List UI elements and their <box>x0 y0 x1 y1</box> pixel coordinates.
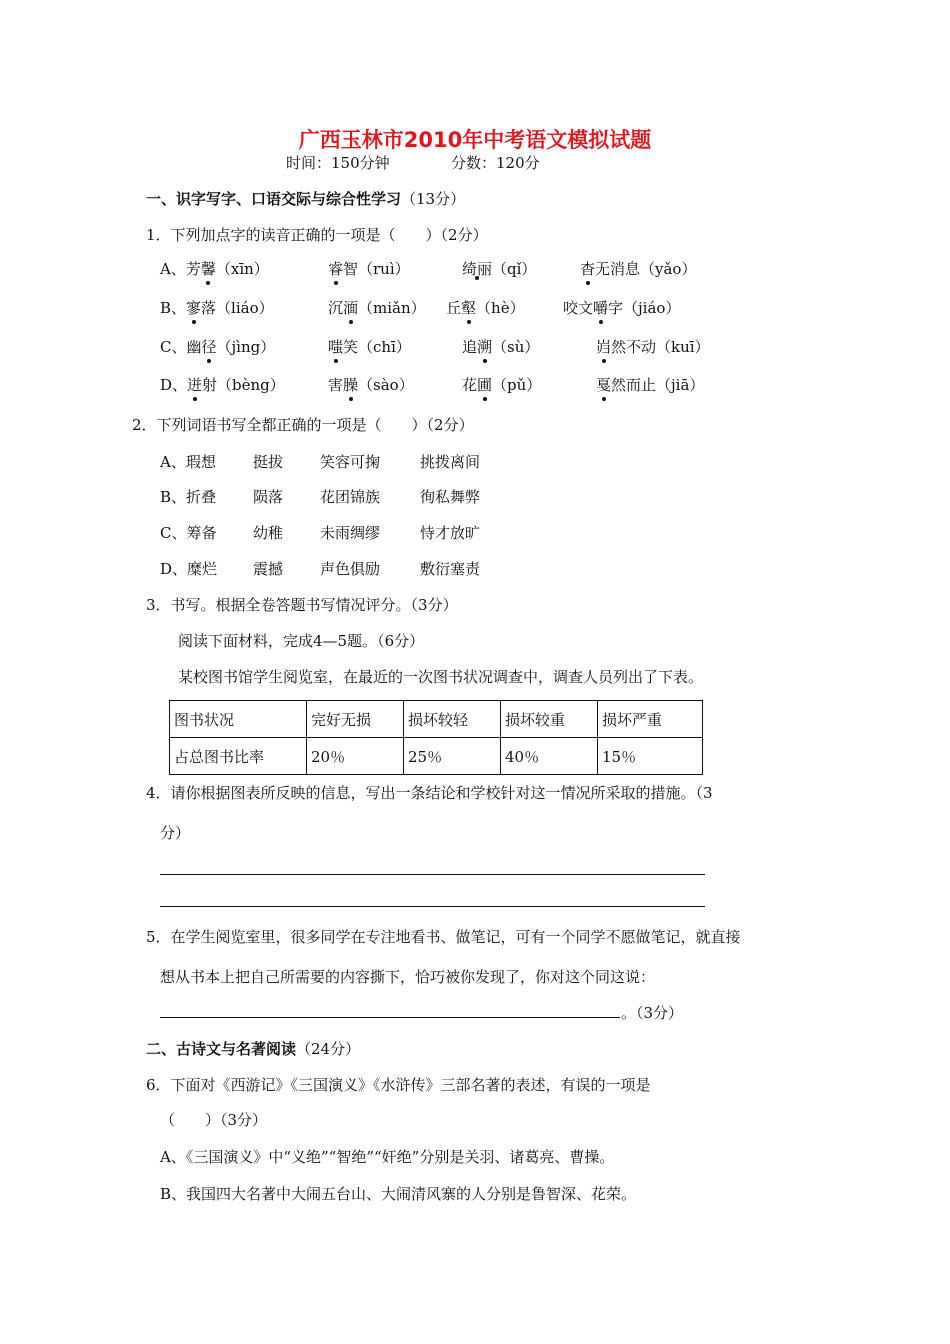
dotted-char: 圃 <box>477 376 493 394</box>
question-2-stem: 2．下列词语书写全都正确的一项是（ ）（2分） <box>132 416 474 434</box>
dotted-char: 径 <box>201 338 217 356</box>
answer-line[interactable] <box>160 906 705 907</box>
q2-option-b-4: 徇私舞弊 <box>420 488 481 506</box>
exam-time: 时间：150分钟 <box>286 154 390 172</box>
question-4-line-2: 分） <box>160 824 191 842</box>
dotted-char: 湎 <box>343 299 359 317</box>
section-1-heading <box>146 188 465 209</box>
q1-option-b-1: B、寥落（liáo） <box>160 299 274 317</box>
exam-score: 分数：120分 <box>451 154 540 172</box>
q1-option-d-3: 花圃（pǔ） <box>462 376 542 394</box>
dotted-char: 嗤 <box>328 338 344 356</box>
dotted-char: 臊 <box>343 376 359 394</box>
q1-option-c-4: 岿然不动（kuī） <box>596 338 710 356</box>
question-1-stem: 1．下列加点字的读音正确的一项是（ ）（2分） <box>146 226 488 244</box>
table-cell: 占总图书比率 <box>170 738 307 775</box>
answer-line[interactable] <box>160 874 705 875</box>
table-cell: 25％ <box>404 738 501 775</box>
table-header-row <box>170 701 703 738</box>
dotted-char: 杳 <box>580 260 596 278</box>
q2-option-c-4: 恃才放旷 <box>420 524 481 542</box>
dotted-char: 寥 <box>186 299 202 317</box>
q2-option-a-2: 挺拔 <box>253 453 284 471</box>
q2-option-d-3: 声色俱励 <box>320 560 381 578</box>
book-status-table <box>169 700 703 775</box>
section-2-heading <box>146 1038 360 1059</box>
material-paragraph: 某校图书馆学生阅览室，在最近的一次图书状况调查中，调查人员列出了下表。 <box>178 668 704 686</box>
question-5-line-1: 5．在学生阅览室里，很多同学在专注地看书、做笔记，可有一个同学不愿做笔记，就直接 <box>146 928 741 946</box>
answer-line[interactable] <box>160 1017 620 1018</box>
question-5-tail: 。（3分） <box>621 1004 684 1022</box>
question-6-line-2: （ ）（3分） <box>160 1111 268 1129</box>
q1-option-a-4: 杳无消息（yǎo） <box>580 260 697 278</box>
q2-option-a-1: A、瑕想 <box>160 453 216 471</box>
section-2-points: （24分） <box>296 1040 361 1058</box>
dotted-char: 岿 <box>596 338 612 356</box>
table-header-cell: 损坏严重 <box>598 701 703 738</box>
q2-option-b-2: 陨落 <box>253 488 284 506</box>
q1-option-b-2: 沉湎（miǎn） <box>328 299 426 317</box>
dotted-char: 溯 <box>477 338 493 356</box>
table-header-cell: 图书状况 <box>170 701 307 738</box>
q2-option-a-3: 笑容可掬 <box>320 453 381 471</box>
table-row <box>170 738 703 775</box>
q1-option-c-2: 嗤笑（chī） <box>328 338 411 356</box>
q1-option-d-4: 戛然而止（jiā） <box>596 376 705 394</box>
q2-option-d-1: D、糜烂 <box>160 560 218 578</box>
table-cell: 15％ <box>598 738 703 775</box>
section-1-points: （13分） <box>401 190 466 208</box>
q1-option-a-1: A、芳馨（xīn） <box>160 260 269 278</box>
q2-option-b-3: 花团锦族 <box>320 488 381 506</box>
question-4-line-1: 4．请你根据图表所反映的信息，写出一条结论和学校针对这一情况所采取的措施。（3 <box>146 784 713 802</box>
q1-option-d-2: 害臊（sào） <box>328 376 414 394</box>
q2-option-a-4: 挑拨离间 <box>420 453 481 471</box>
table-cell: 20％ <box>307 738 404 775</box>
table-header-cell: 损坏较轻 <box>404 701 501 738</box>
table-header-cell: 完好无损 <box>307 701 404 738</box>
q2-option-c-2: 幼稚 <box>253 524 284 542</box>
q1-option-a-2: 睿智（ruì） <box>328 260 410 278</box>
question-3: 3．书写。根据全卷答题书写情况评分。（3分） <box>146 596 458 614</box>
q2-option-d-4: 敷衍塞责 <box>420 560 481 578</box>
dotted-char: 馨 <box>200 260 216 278</box>
dotted-char: 戛 <box>596 376 612 394</box>
question-6-option-a: A、《三国演义》中“义绝”“智绝”“奸绝”分别是关羽、诸葛亮、曹操。 <box>160 1148 615 1166</box>
page-title: 广西玉林市2010年中考语文模拟试题 <box>298 128 652 152</box>
q1-option-b-3: 丘壑（hè） <box>446 299 525 317</box>
section-1-label: 一、识字写字、口语交际与综合性学习 <box>146 190 402 208</box>
question-6-line-1: 6．下面对《西游记》《三国演义》《水浒传》三部名著的表述，有误的一项是 <box>146 1076 651 1094</box>
dotted-char: 壑 <box>461 299 477 317</box>
table-header-cell: 损坏较重 <box>501 701 598 738</box>
q2-option-c-1: C、筹备 <box>160 524 217 542</box>
section-2-label: 二、古诗文与名著阅读 <box>146 1040 297 1058</box>
dotted-char: 迸 <box>187 376 203 394</box>
reading-intro: 阅读下面材料，完成4—5题。（6分） <box>178 632 425 650</box>
dotted-char: 嚼 <box>593 299 609 317</box>
q1-option-a-3: 绮丽（qǐ） <box>462 260 537 278</box>
table-cell: 40％ <box>501 738 598 775</box>
q1-option-b-4: 咬文嚼字（jiáo） <box>563 299 681 317</box>
q1-option-c-1: C、幽径（jìng） <box>160 338 276 356</box>
question-6-option-b: B、我国四大名著中大闹五台山、大闹清风寨的人分别是鲁智深、花荣。 <box>160 1185 637 1203</box>
question-5-line-2: 想从书本上把自己所需要的内容撕下，恰巧被你发现了，你对这个同这说： <box>160 968 656 986</box>
q1-option-d-1: D、迸射（bèng） <box>160 376 285 394</box>
dotted-char: 睿 <box>328 260 344 278</box>
q1-option-c-3: 追溯（sù） <box>462 338 540 356</box>
q2-option-c-3: 未雨绸缪 <box>320 524 381 542</box>
q2-option-d-2: 震撼 <box>253 560 284 578</box>
q2-option-b-1: B、折叠 <box>160 488 217 506</box>
